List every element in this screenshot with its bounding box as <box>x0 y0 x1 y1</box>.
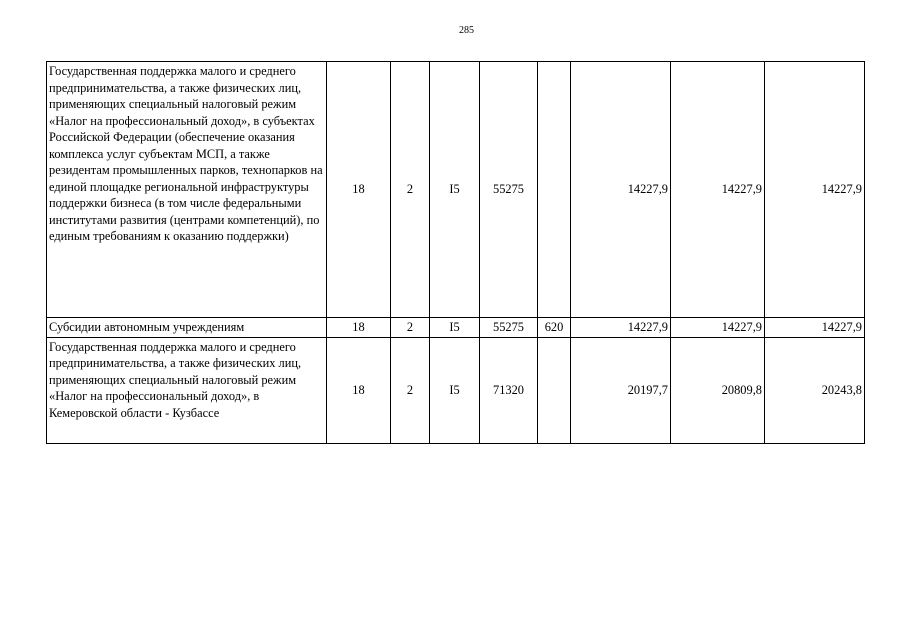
table-row <box>47 62 865 318</box>
program-code-cell: I5 <box>430 62 480 318</box>
expense-type-cell: 620 <box>538 318 571 338</box>
program-code-cell: I5 <box>430 318 480 338</box>
amount-3-cell: 14227,9 <box>765 62 865 318</box>
amount-3-cell: 20243,8 <box>765 337 865 443</box>
section-code-cell: 2 <box>391 337 430 443</box>
amount-1-cell: 14227,9 <box>571 318 671 338</box>
row-name-cell: Субсидии автономным учреждениям <box>47 318 327 338</box>
ministry-code-cell: 18 <box>327 62 391 318</box>
table-row <box>47 318 865 338</box>
amount-1-cell: 20197,7 <box>571 337 671 443</box>
expense-type-cell <box>538 337 571 443</box>
ministry-code-cell: 18 <box>327 337 391 443</box>
row-name-cell: Государственная поддержка малого и среднего предпринимательства, а также физических лиц, применяющих специальный налоговый режим «Налог на профессиональный доход», в субъектах Российской Федерации (обеспечение оказания комплекса услуг субъектам МСП, а также резидентам промышленных парков, технопарков на единой площадке региональной инфраструктуры поддержки бизнеса (в том числе федеральными институтами развития (центрами компетенций), по единым требованиям к оказанию поддержки) <box>47 62 327 318</box>
section-code-cell: 2 <box>391 318 430 338</box>
ministry-code-cell: 18 <box>327 318 391 338</box>
amount-3-cell: 14227,9 <box>765 318 865 338</box>
article-code-cell: 71320 <box>480 337 538 443</box>
amount-2-cell: 20809,8 <box>671 337 765 443</box>
amount-2-cell: 14227,9 <box>671 62 765 318</box>
article-code-cell: 55275 <box>480 318 538 338</box>
expense-type-cell <box>538 62 571 318</box>
section-code-cell: 2 <box>391 62 430 318</box>
row-name-cell: Государственная поддержка малого и среднего предпринимательства, а также физических лиц, применяющих специальный налоговый режим «Налог на профессиональный доход», в Кемеровской области - Кузбассе <box>47 337 327 443</box>
article-code-cell: 55275 <box>480 62 538 318</box>
amount-2-cell: 14227,9 <box>671 318 765 338</box>
budget-table <box>46 61 865 444</box>
program-code-cell: I5 <box>430 337 480 443</box>
page-number: 285 <box>459 25 474 36</box>
table-row <box>47 337 865 443</box>
amount-1-cell: 14227,9 <box>571 62 671 318</box>
